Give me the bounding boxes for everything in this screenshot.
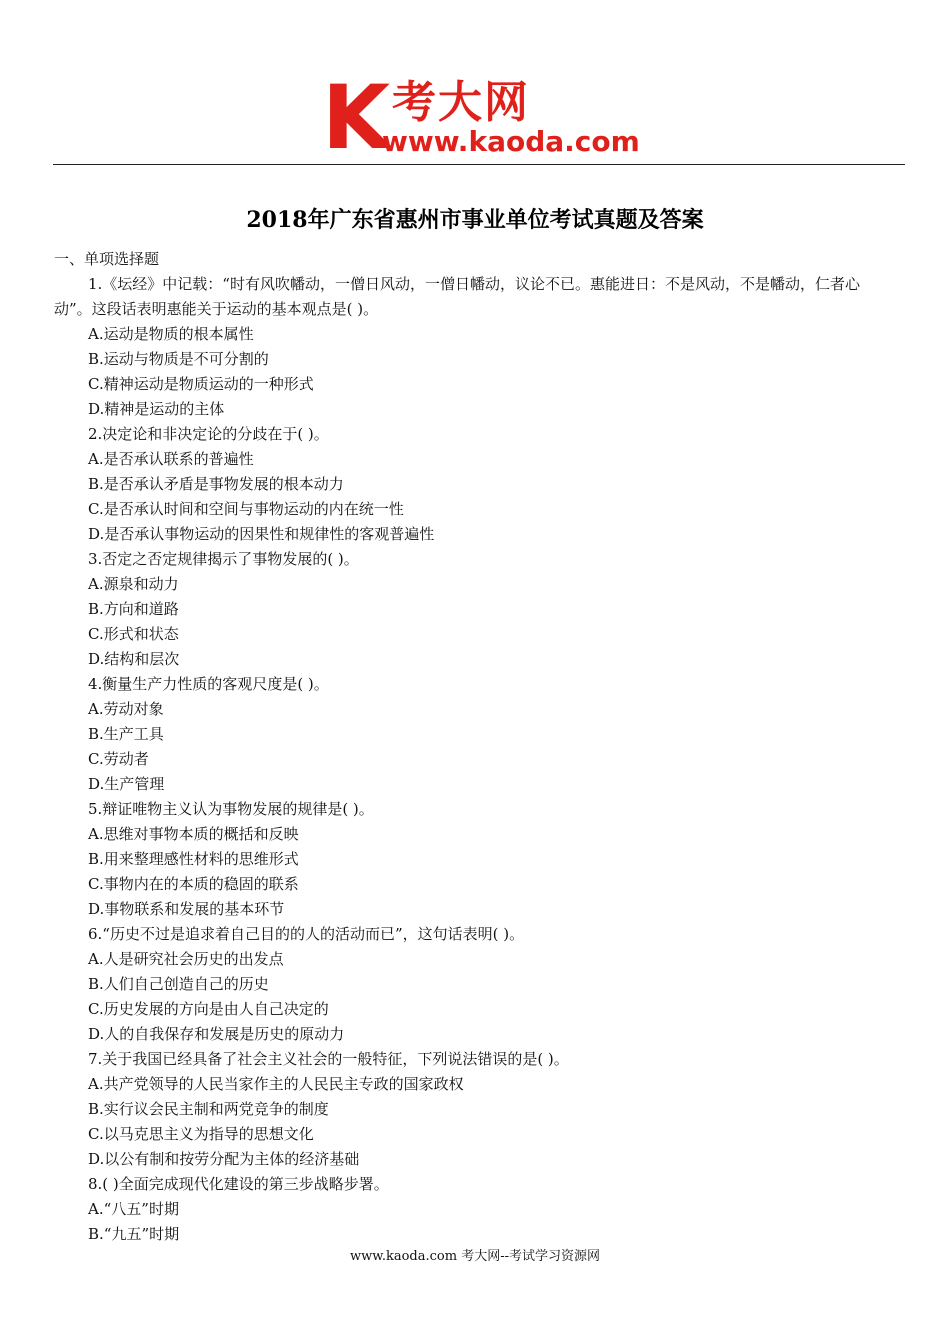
question-4-option-d: D.生产管理 bbox=[88, 775, 165, 793]
question-1-option-c: C.精神运动是物质运动的一种形式 bbox=[88, 375, 314, 393]
page-header bbox=[0, 0, 950, 168]
question-1-line-2: 动”。这段话表明惠能关于运动的基本观点是( )。 bbox=[54, 300, 379, 318]
document-body bbox=[54, 247, 906, 1247]
question-7: 7.关于我国已经具备了社会主义社会的一般特征，下列说法错误的是( )。 bbox=[88, 1050, 569, 1068]
question-5-option-b: B.用来整理感性材料的思维形式 bbox=[88, 850, 299, 868]
question-5-option-a: A.思维对事物本质的概括和反映 bbox=[88, 825, 299, 843]
question-1-option-b: B.运动与物质是不可分割的 bbox=[88, 350, 269, 368]
question-4-option-b: B.生产工具 bbox=[88, 725, 164, 743]
section-heading: 一、单项选择题 bbox=[54, 250, 160, 268]
question-7-option-c: C.以马克思主义为指导的思想文化 bbox=[88, 1125, 314, 1143]
question-6-option-a: A.人是研究社会历史的出发点 bbox=[88, 950, 284, 968]
logo-letter: K bbox=[322, 66, 387, 169]
question-5-option-d: D.事物联系和发展的基本环节 bbox=[88, 900, 285, 918]
kaoda-logo[interactable] bbox=[322, 66, 652, 169]
question-4: 4.衡量生产力性质的客观尺度是( )。 bbox=[88, 675, 329, 693]
question-3-option-c: C.形式和状态 bbox=[88, 625, 179, 643]
page-footer: www.kaoda.com 考大网--考试学习资源网 bbox=[350, 1249, 600, 1264]
question-7-option-a: A.共产党领导的人民当家作主的人民民主专政的国家政权 bbox=[88, 1075, 464, 1093]
header-divider bbox=[53, 164, 905, 165]
question-3: 3.否定之否定规律揭示了事物发展的( )。 bbox=[88, 550, 359, 568]
question-8-option-b: B.“九五”时期 bbox=[88, 1225, 180, 1243]
logo-url: www.kaoda.com bbox=[382, 125, 640, 158]
question-2-option-b: B.是否承认矛盾是事物发展的根本动力 bbox=[88, 475, 344, 493]
question-2-option-a: A.是否承认联系的普遍性 bbox=[88, 450, 254, 468]
question-5-option-c: C.事物内在的本质的稳固的联系 bbox=[88, 875, 299, 893]
question-2: 2.决定论和非决定论的分歧在于( )。 bbox=[88, 425, 329, 443]
question-3-option-b: B.方向和道路 bbox=[88, 600, 179, 618]
question-7-option-b: B.实行议会民主制和两党竞争的制度 bbox=[88, 1100, 329, 1118]
question-2-option-c: C.是否承认时间和空间与事物运动的内在统一性 bbox=[88, 500, 404, 518]
question-8-option-a: A.“八五”时期 bbox=[88, 1200, 179, 1218]
question-6-option-d: D.人的自我保存和发展是历史的原动力 bbox=[88, 1025, 345, 1043]
question-2-option-d: D.是否承认事物运动的因果性和规律性的客观普遍性 bbox=[88, 525, 435, 543]
document-title: 2018年广东省惠州市事业单位考试真题及答案 bbox=[246, 207, 704, 233]
question-6-option-b: B.人们自己创造自己的历史 bbox=[88, 975, 269, 993]
question-3-option-d: D.结构和层次 bbox=[88, 650, 180, 668]
question-1-option-a: A.运动是物质的根本属性 bbox=[88, 325, 254, 343]
question-4-option-c: C.劳动者 bbox=[88, 750, 149, 768]
question-7-option-d: D.以公有制和按劳分配为主体的经济基础 bbox=[88, 1150, 360, 1168]
question-6: 6.“历史不过是追求着自己目的的人的活动而已”，这句话表明( )。 bbox=[88, 925, 525, 943]
question-8: 8.( )全面完成现代化建设的第三步战略步署。 bbox=[88, 1175, 389, 1193]
logo-name: 考大网 bbox=[392, 77, 530, 128]
question-6-option-c: C.历史发展的方向是由人自己决定的 bbox=[88, 1000, 329, 1018]
question-1-line-1: 1.《坛经》中记载：“时有风吹幡动，一僧日风动，一僧日幡动，议论不已。惠能进日：不是风动，不是幡动，仁者心 bbox=[88, 275, 860, 293]
question-5: 5.辩证唯物主义认为事物发展的规律是( )。 bbox=[88, 800, 374, 818]
question-3-option-a: A.源泉和动力 bbox=[88, 575, 179, 593]
question-1-option-d: D.精神是运动的主体 bbox=[88, 400, 225, 418]
question-4-option-a: A.劳动对象 bbox=[88, 700, 164, 718]
